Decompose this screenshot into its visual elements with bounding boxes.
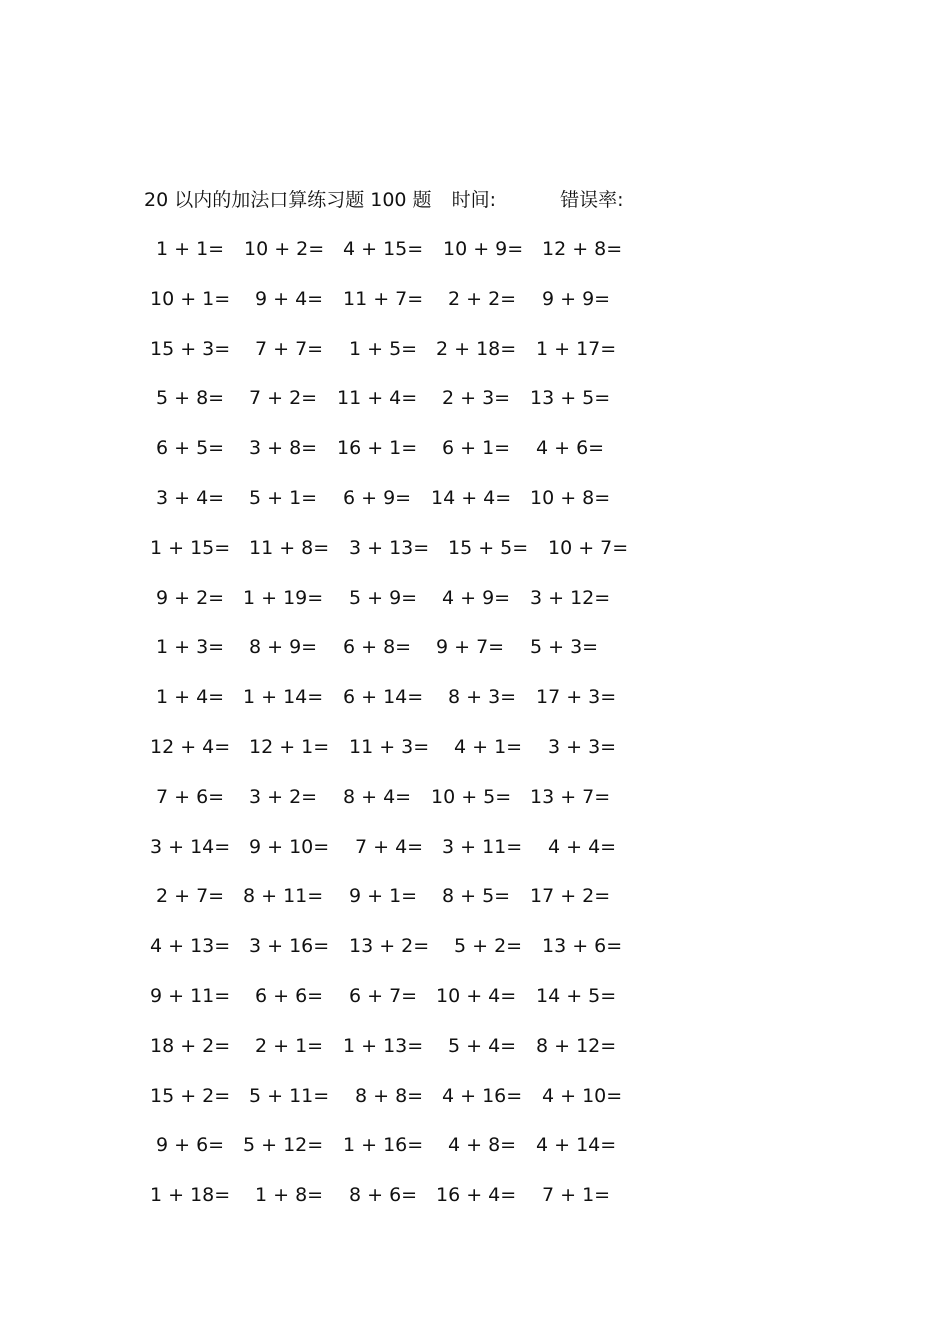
problem-cell: 1 + 13=: [343, 1035, 424, 1057]
problem-cell: 5 + 1=: [249, 487, 318, 509]
problem-cell: 12 + 4=: [150, 736, 231, 758]
problem-cell: 3 + 8=: [249, 437, 318, 459]
problem-cell: 1 + 19=: [243, 587, 324, 609]
problem-cell: 7 + 7=: [255, 338, 324, 360]
problem-cell: 5 + 11=: [249, 1085, 330, 1107]
problem-cell: 16 + 1=: [337, 437, 418, 459]
problem-cell: 7 + 2=: [249, 387, 318, 409]
problem-cell: 3 + 12=: [530, 587, 611, 609]
problem-cell: 1 + 1=: [156, 238, 225, 260]
problem-cell: 10 + 8=: [530, 487, 611, 509]
problem-cell: 2 + 2=: [448, 288, 517, 310]
problem-cell: 2 + 1=: [255, 1035, 324, 1057]
problem-cell: 4 + 14=: [536, 1134, 617, 1156]
problem-cell: 6 + 14=: [343, 686, 424, 708]
problem-cell: 5 + 2=: [454, 935, 523, 957]
problem-cell: 7 + 6=: [156, 786, 225, 808]
problem-cell: 4 + 9=: [442, 587, 511, 609]
problem-cell: 1 + 5=: [349, 338, 418, 360]
problem-cell: 14 + 5=: [536, 985, 617, 1007]
problem-cell: 12 + 8=: [542, 238, 623, 260]
problem-cell: 6 + 9=: [343, 487, 412, 509]
problem-cell: 3 + 11=: [442, 836, 523, 858]
problem-cell: 9 + 6=: [156, 1134, 225, 1156]
problem-cell: 11 + 3=: [349, 736, 430, 758]
problem-cell: 3 + 16=: [249, 935, 330, 957]
problem-cell: 8 + 6=: [349, 1184, 418, 1206]
problem-cell: 17 + 2=: [530, 885, 611, 907]
problem-cell: 9 + 11=: [150, 985, 231, 1007]
problem-cell: 16 + 4=: [436, 1184, 517, 1206]
problem-cell: 18 + 2=: [150, 1035, 231, 1057]
problem-cell: 10 + 9=: [443, 238, 524, 260]
problem-cell: 13 + 5=: [530, 387, 611, 409]
problem-cell: 9 + 2=: [156, 587, 225, 609]
problem-cell: 1 + 3=: [156, 636, 225, 658]
problem-cell: 13 + 2=: [349, 935, 430, 957]
problem-cell: 4 + 15=: [343, 238, 424, 260]
problem-cell: 9 + 10=: [249, 836, 330, 858]
problem-cell: 4 + 10=: [542, 1085, 623, 1107]
problem-cell: 15 + 2=: [150, 1085, 231, 1107]
problem-cell: 5 + 12=: [243, 1134, 324, 1156]
problem-cell: 10 + 2=: [244, 238, 325, 260]
problem-cell: 15 + 5=: [448, 537, 529, 559]
problem-cell: 17 + 3=: [536, 686, 617, 708]
problem-cell: 6 + 5=: [156, 437, 225, 459]
problem-cell: 1 + 18=: [150, 1184, 231, 1206]
problem-cell: 1 + 17=: [536, 338, 617, 360]
problem-cell: 11 + 7=: [343, 288, 424, 310]
problem-cell: 1 + 8=: [255, 1184, 324, 1206]
problem-cell: 1 + 15=: [150, 537, 231, 559]
problem-cell: 5 + 8=: [156, 387, 225, 409]
problem-cell: 8 + 4=: [343, 786, 412, 808]
problem-cell: 8 + 3=: [448, 686, 517, 708]
worksheet-header: [144, 186, 623, 214]
problem-cell: 1 + 16=: [343, 1134, 424, 1156]
problem-cell: 9 + 7=: [436, 636, 505, 658]
problem-cell: 8 + 12=: [536, 1035, 617, 1057]
problem-cell: 7 + 4=: [355, 836, 424, 858]
problem-cell: 4 + 8=: [448, 1134, 517, 1156]
problem-cell: 3 + 3=: [548, 736, 617, 758]
problem-cell: 14 + 4=: [431, 487, 512, 509]
problem-cell: 4 + 13=: [150, 935, 231, 957]
problem-cell: 8 + 5=: [442, 885, 511, 907]
problem-cell: 8 + 9=: [249, 636, 318, 658]
problem-cell: 3 + 14=: [150, 836, 231, 858]
problem-cell: 2 + 3=: [442, 387, 511, 409]
problem-cell: 9 + 1=: [349, 885, 418, 907]
problem-cell: 4 + 4=: [548, 836, 617, 858]
problem-cell: 10 + 4=: [436, 985, 517, 1007]
problem-cell: 3 + 13=: [349, 537, 430, 559]
problem-cell: 4 + 1=: [454, 736, 523, 758]
problem-cell: 6 + 6=: [255, 985, 324, 1007]
problem-cell: 3 + 2=: [249, 786, 318, 808]
problem-cell: 4 + 6=: [536, 437, 605, 459]
problem-cell: 15 + 3=: [150, 338, 231, 360]
problem-cell: 9 + 4=: [255, 288, 324, 310]
problem-cell: 11 + 8=: [249, 537, 330, 559]
error-rate-label: 错误率:: [560, 189, 624, 211]
problem-cell: 4 + 16=: [442, 1085, 523, 1107]
problem-cell: 6 + 7=: [349, 985, 418, 1007]
problem-cell: 9 + 9=: [542, 288, 611, 310]
problem-cell: 5 + 3=: [530, 636, 599, 658]
problem-cell: 10 + 1=: [150, 288, 231, 310]
problem-cell: 6 + 1=: [442, 437, 511, 459]
worksheet-title: 20 以内的加法口算练习题 100 题: [144, 189, 432, 211]
problem-cell: 5 + 9=: [349, 587, 418, 609]
problem-cell: 11 + 4=: [337, 387, 418, 409]
problem-cell: 1 + 14=: [243, 686, 324, 708]
problem-cell: 2 + 7=: [156, 885, 225, 907]
problem-cell: 6 + 8=: [343, 636, 412, 658]
problem-cell: 13 + 6=: [542, 935, 623, 957]
time-label: 时间:: [451, 189, 497, 211]
problem-cell: 1 + 4=: [156, 686, 225, 708]
problem-cell: 10 + 7=: [548, 537, 629, 559]
problem-cell: 2 + 18=: [436, 338, 517, 360]
problem-cell: 3 + 4=: [156, 487, 225, 509]
problem-cell: 13 + 7=: [530, 786, 611, 808]
problem-cell: 7 + 1=: [542, 1184, 611, 1206]
problem-cell: 12 + 1=: [249, 736, 330, 758]
problem-cell: 10 + 5=: [431, 786, 512, 808]
problem-cell: 8 + 11=: [243, 885, 324, 907]
problem-cell: 8 + 8=: [355, 1085, 424, 1107]
problem-cell: 5 + 4=: [448, 1035, 517, 1057]
